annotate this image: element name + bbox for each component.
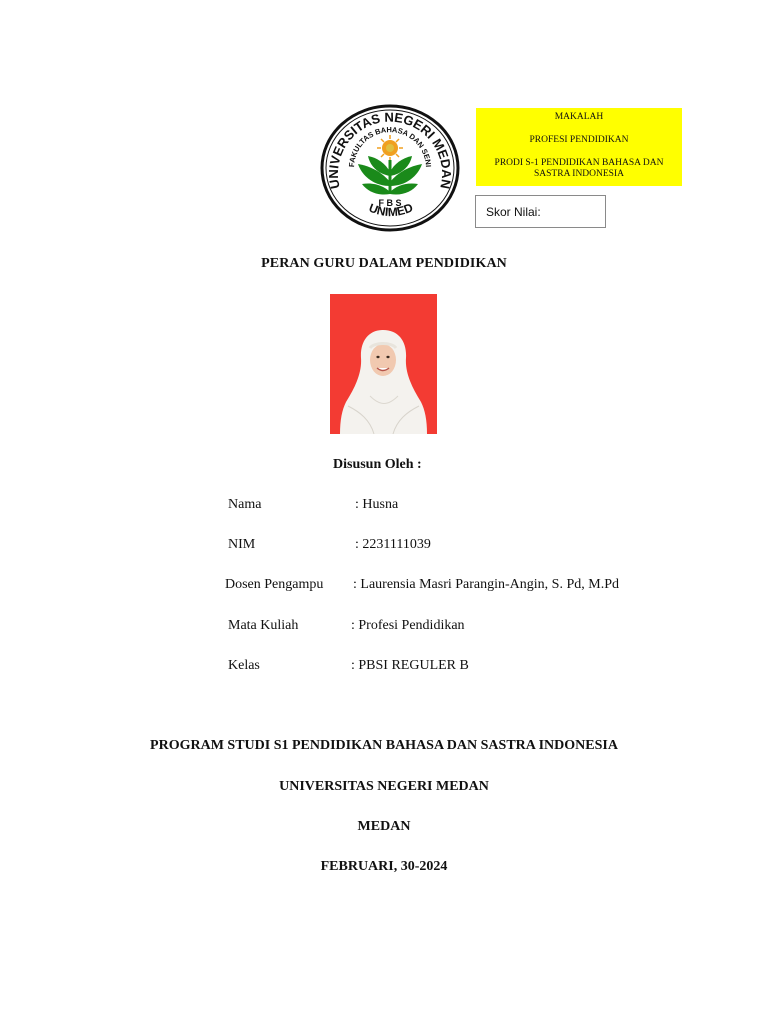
logo-ring-text: UNIVERSITAS NEGERI MEDAN <box>325 109 455 191</box>
nim-label: NIM <box>228 537 256 552</box>
class-label: Kelas <box>228 658 260 673</box>
course-label: Mata Kuliah <box>228 618 299 633</box>
header-line-course: PROFESI PENDIDIKAN <box>529 135 629 145</box>
score-label: Skor Nilai: <box>486 205 541 219</box>
course-value: : Profesi Pendidikan <box>351 618 465 633</box>
logo-bottom-text: UNIMED <box>366 200 415 220</box>
city: MEDAN <box>357 819 411 834</box>
university-name: UNIVERSITAS NEGERI MEDAN <box>279 779 489 794</box>
submission-date: FEBRUARI, 30-2024 <box>320 859 448 874</box>
lecturer-value: : Laurensia Masri Parangin-Angin, S. Pd, M.Pd <box>353 577 619 592</box>
logo-inner-text: FAKULTAS BAHASA DAN SENI <box>346 125 433 168</box>
header-line-prodi-cont: SASTRA INDONESIA <box>534 169 624 179</box>
study-program: PROGRAM STUDI S1 PENDIDIKAN BAHASA DAN SASTRA INDONESIA <box>150 738 618 753</box>
name-label: Nama <box>228 497 262 512</box>
lecturer-label: Dosen Pengampu <box>225 577 324 592</box>
course-header-box <box>476 108 682 186</box>
document-title <box>0 256 768 272</box>
university-logo <box>318 102 462 232</box>
nim-value: : 2231111039 <box>355 537 431 552</box>
document-title-text: PERAN GURU DALAM PENDIDIKAN <box>261 256 507 271</box>
name-value: : Husna <box>355 497 399 512</box>
student-photo <box>330 294 437 434</box>
header-line-makalah: MAKALAH <box>554 112 604 122</box>
score-box <box>475 195 606 228</box>
portrait-image <box>330 294 437 434</box>
class-value: : PBSI REGULER B <box>351 658 469 673</box>
author-heading: Disusun Oleh : <box>333 457 422 472</box>
logo-fbs-text: F B S <box>378 198 402 208</box>
header-line-prodi: PRODI S-1 PENDIDIKAN BAHASA DAN <box>494 158 664 168</box>
unimed-seal-icon <box>318 102 462 232</box>
